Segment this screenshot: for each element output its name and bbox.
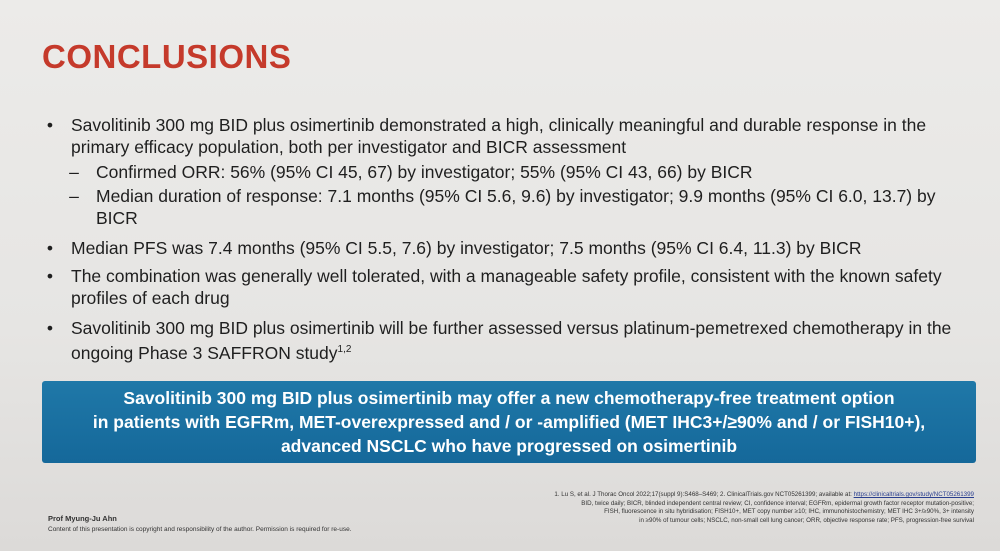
sub-bullet-text: Median duration of response: 7.1 months (95% CI 5.6, 9.6) by investigator; 9.9 months (95% CI 6.0, 13.7) by BICR bbox=[96, 186, 936, 228]
reference-line bbox=[474, 491, 974, 500]
references-footnote bbox=[474, 491, 974, 525]
sub-bullet-text: Confirmed ORR: 56% (95% CI 45, 67) by investigator; 55% (95% CI 43, 66) by BICR bbox=[96, 162, 753, 182]
bullet-text-with-citation bbox=[71, 317, 970, 364]
sub-bullet-item bbox=[40, 185, 970, 229]
key-message-banner bbox=[42, 381, 976, 463]
bullet-item bbox=[40, 317, 970, 364]
reference-text: 1. Lu S, et al. J Thorac Oncol 2022;17(suppl 9):S468–S469; 2. ClinicalTrials.gov NCT05261399; available at: bbox=[554, 491, 854, 498]
bullet-marker: • bbox=[46, 266, 54, 286]
conclusions-list bbox=[40, 114, 970, 364]
banner-line: in patients with EGFRm, MET-overexpressed and / or -amplified (MET IHC3+/≥90% and / or FISH10+), bbox=[92, 412, 926, 432]
presenter-name: Prof Myung-Ju Ahn bbox=[48, 514, 117, 523]
sub-bullet-item bbox=[40, 161, 970, 183]
bullet-marker: • bbox=[46, 318, 54, 338]
bullet-text: Savolitinib 300 mg BID plus osimertinib will be further assessed versus platinum-pemetrexed chemotherapy in the ongoing Phase 3 SAFFRON study bbox=[71, 318, 952, 363]
bullet-text: The combination was generally well tolerated, with a manageable safety profile, consistent with the known safety profiles of each drug bbox=[71, 266, 942, 308]
clinicaltrials-link[interactable]: https://clinicaltrials.gov/study/NCT05261399 bbox=[853, 491, 974, 498]
bullet-text: Savolitinib 300 mg BID plus osimertinib demonstrated a high, clinically meaningful and durable response in the primary efficacy population, both per investigator and BICR assessment bbox=[71, 115, 927, 157]
bullet-item bbox=[40, 265, 970, 309]
bullet-item bbox=[40, 114, 970, 158]
sub-bullet-marker: – bbox=[69, 162, 79, 182]
bullet-marker: • bbox=[46, 115, 54, 135]
slide-title: CONCLUSIONS bbox=[42, 38, 292, 75]
citation-superscript: 1,2 bbox=[337, 344, 352, 355]
banner-line: Savolitinib 300 mg BID plus osimertinib may offer a new chemotherapy-free treatment option bbox=[123, 388, 895, 408]
abbreviations-line: in ≥90% of tumour cells; NSCLC, non-small cell lung cancer; ORR, objective response rate; PFS, progression-free survival bbox=[639, 516, 974, 524]
copyright-notice: Content of this presentation is copyright and responsibility of the author. Permission is required for re-use. bbox=[48, 526, 352, 533]
bullet-item bbox=[40, 237, 970, 259]
bullet-marker: • bbox=[46, 238, 54, 258]
sub-bullet-marker: – bbox=[69, 186, 79, 206]
bullet-text: Median PFS was 7.4 months (95% CI 5.5, 7.6) by investigator; 7.5 months (95% CI 6.4, 11.3) by BICR bbox=[71, 238, 862, 258]
abbreviations-line: FISH, fluorescence in situ hybridisation; FISH10+, MET copy number ≥10; IHC, immunohistochemistry; MET IHC 3+/≥90%, 3+ intensity bbox=[604, 508, 974, 515]
banner-line: advanced NSCLC who have progressed on osimertinib bbox=[280, 436, 738, 456]
abbreviations-line: BID, twice daily; BICR, blinded independent central review; CI, confidence interval; EGFRm, epidermal growth factor receptor mutation-positive; bbox=[581, 499, 974, 507]
